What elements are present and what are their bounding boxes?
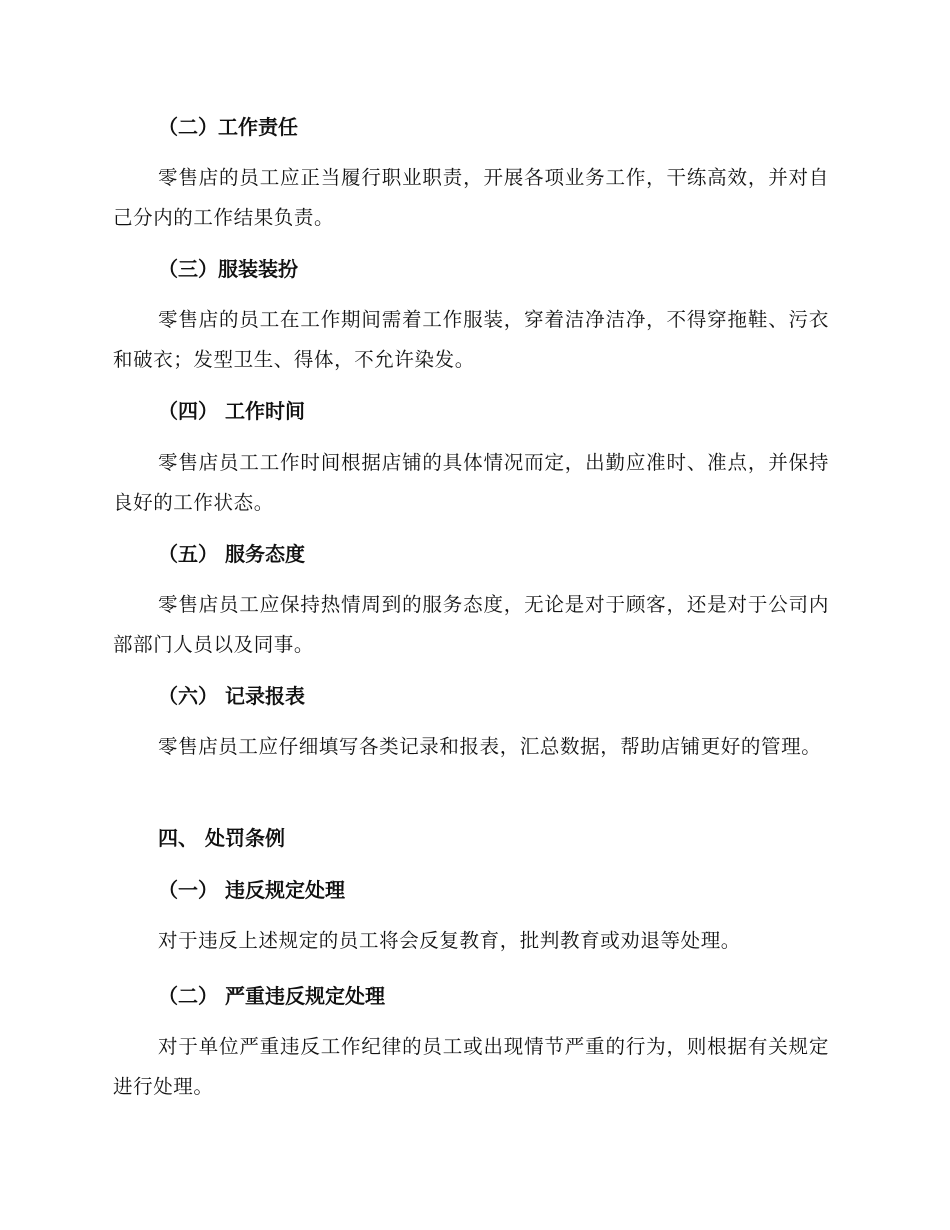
section-heading-dress-code: （三）服装装扮: [158, 257, 298, 281]
section-heading-records-reports: （六） 记录报表: [158, 684, 305, 708]
section-heading-work-hours: （四） 工作时间: [158, 399, 305, 423]
paragraph-service-attitude: 零售店员工应保持热情周到的服务态度，无论是对于顾客，还是对于公司内部部门人员以及同事。: [113, 593, 829, 656]
section-heading-service-attitude: （五） 服务态度: [158, 542, 305, 566]
section-heading-penalty-rules: 四、 处罚条例: [158, 826, 285, 850]
paragraph-records-reports: 零售店员工应仔细填写各类记录和报表，汇总数据，帮助店铺更好的管理。: [158, 735, 822, 758]
paragraph-work-hours: 零售店员工工作时间根据店铺的具体情况而定，出勤应准时、准点，并保持良好的工作状态。: [113, 451, 829, 514]
section-heading-violation-handling: （一） 违反规定处理: [158, 878, 345, 902]
paragraph-serious-violation: 对于单位严重违反工作纪律的员工或出现情节严重的行为，则根据有关规定进行处理。: [113, 1035, 829, 1098]
section-heading-work-responsibility: （二）工作责任: [158, 115, 298, 139]
paragraph-violation-handling: 对于违反上述规定的员工将会反复教育，批判教育或劝退等处理。: [158, 929, 741, 952]
section-heading-serious-violation: （二） 严重违反规定处理: [158, 984, 385, 1008]
paragraph-dress-code: 零售店的员工在工作期间需着工作服装，穿着洁净洁净，不得穿拖鞋、污衣和破衣；发型卫生、得体，不允许染发。: [113, 308, 829, 371]
paragraph-work-responsibility: 零售店的员工应正当履行职业职责，开展各项业务工作，干练高效，并对自己分内的工作结果负责。: [113, 166, 829, 229]
